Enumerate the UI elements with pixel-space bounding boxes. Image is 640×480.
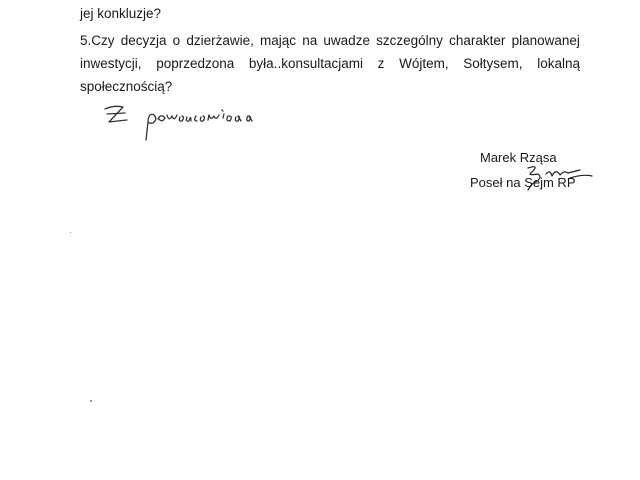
question-5-line-3: społecznością? bbox=[80, 79, 173, 94]
word: charakter bbox=[449, 33, 506, 48]
cropped-text-line bbox=[120, 0, 580, 5]
word: inwestycji, bbox=[80, 56, 142, 71]
word: 5.Czy bbox=[80, 33, 115, 48]
word: była..konsultacjami bbox=[248, 56, 363, 71]
word: Sołtysem, bbox=[463, 56, 523, 71]
scan-speck bbox=[90, 400, 92, 402]
word: Wójtem, bbox=[399, 56, 449, 71]
scan-speck bbox=[70, 232, 71, 233]
signatory-name: Marek Rząsa bbox=[480, 150, 557, 165]
word: poprzedzona bbox=[156, 56, 235, 71]
word: szczególny bbox=[376, 33, 443, 48]
signature-block bbox=[468, 150, 598, 202]
word: o bbox=[172, 33, 181, 48]
word: dzierżawie, bbox=[186, 33, 254, 48]
word: uwadze bbox=[323, 33, 370, 48]
question-5-line-2 bbox=[80, 56, 580, 72]
previous-question-ending: jej konkluzje? bbox=[80, 6, 162, 21]
word: na bbox=[302, 33, 318, 48]
handwritten-closing-image bbox=[98, 100, 318, 150]
question-5-line-1 bbox=[80, 33, 580, 49]
word: decyzja bbox=[120, 33, 167, 48]
word: z bbox=[377, 56, 385, 71]
word: mając bbox=[260, 33, 297, 48]
word: lokalną bbox=[537, 56, 580, 71]
signatory-title: Poseł na Sejm RP bbox=[470, 175, 576, 190]
word: planowanej bbox=[511, 33, 580, 48]
